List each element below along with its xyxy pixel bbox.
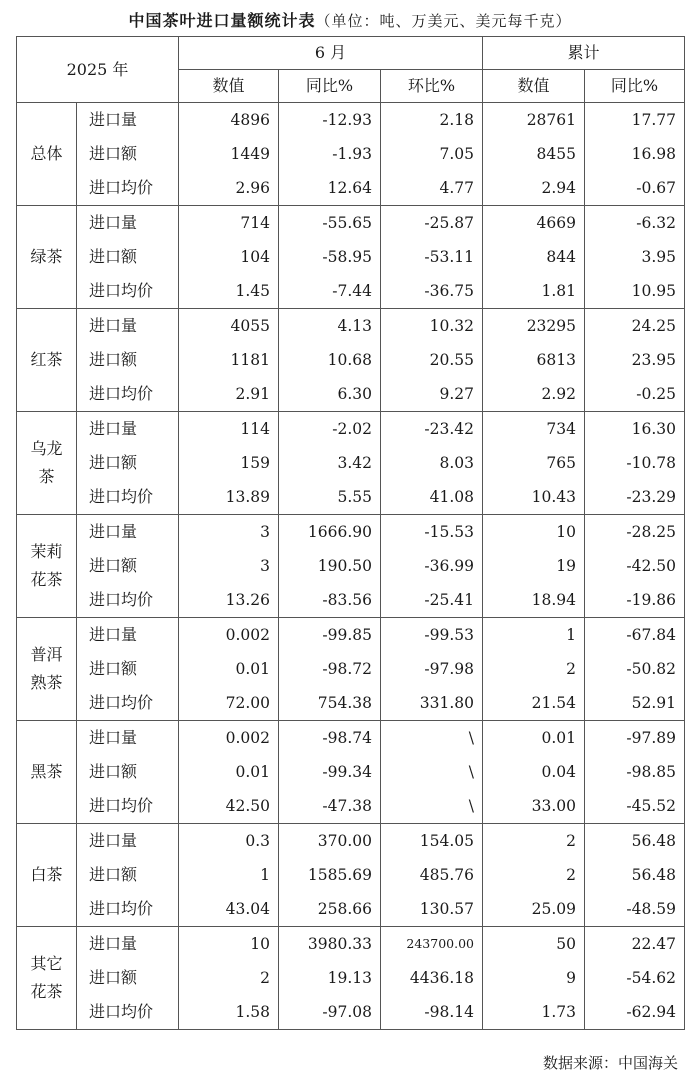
year-header bbox=[17, 37, 179, 103]
tea-import-table bbox=[16, 36, 685, 1030]
cum-value-cell: 33.00 bbox=[483, 789, 585, 824]
year-label: 2025 年 bbox=[66, 59, 129, 79]
item-label: 进口均价 bbox=[77, 171, 179, 206]
cum-yoy-cell: -50.82 bbox=[585, 652, 685, 686]
table-row bbox=[17, 309, 685, 344]
yoy-cell: 190.50 bbox=[279, 549, 381, 583]
cum-value-cell: 19 bbox=[483, 549, 585, 583]
mom-cell: \ bbox=[381, 721, 483, 756]
value-cell: 13.89 bbox=[179, 480, 279, 515]
value-cell: 72.00 bbox=[179, 686, 279, 721]
yoy-cell: 258.66 bbox=[279, 892, 381, 927]
value-cell: 4055 bbox=[179, 309, 279, 344]
item-label: 进口量 bbox=[77, 721, 179, 756]
table-row bbox=[17, 927, 685, 962]
yoy-cell: -98.72 bbox=[279, 652, 381, 686]
table-row bbox=[17, 412, 685, 447]
cum-yoy-cell: 10.95 bbox=[585, 274, 685, 309]
cum-value-cell: 28761 bbox=[483, 103, 585, 138]
mom-cell: -23.42 bbox=[381, 412, 483, 447]
mom-cell: 154.05 bbox=[381, 824, 483, 859]
value-cell: 4896 bbox=[179, 103, 279, 138]
col-value-header: 数值 bbox=[179, 70, 279, 103]
cum-value-cell: 1.81 bbox=[483, 274, 585, 309]
item-label: 进口额 bbox=[77, 961, 179, 995]
data-source: 数据来源：中国海关 bbox=[542, 1054, 678, 1072]
value-cell: 714 bbox=[179, 206, 279, 241]
yoy-cell: -99.34 bbox=[279, 755, 381, 789]
yoy-cell: -83.56 bbox=[279, 583, 381, 618]
item-label: 进口均价 bbox=[77, 480, 179, 515]
item-label: 进口额 bbox=[77, 858, 179, 892]
cum-yoy-cell: -42.50 bbox=[585, 549, 685, 583]
table-row bbox=[17, 377, 685, 412]
cum-value-cell: 1 bbox=[483, 618, 585, 653]
table-row bbox=[17, 721, 685, 756]
cum-yoy-cell: 52.91 bbox=[585, 686, 685, 721]
table-body bbox=[17, 103, 685, 1030]
yoy-cell: -98.74 bbox=[279, 721, 381, 756]
table-row bbox=[17, 995, 685, 1030]
value-cell: 1181 bbox=[179, 343, 279, 377]
cum-yoy-cell: 17.77 bbox=[585, 103, 685, 138]
mom-cell: 41.08 bbox=[381, 480, 483, 515]
mom-cell: -36.99 bbox=[381, 549, 483, 583]
cum-yoy-cell: 3.95 bbox=[585, 240, 685, 274]
cum-yoy-cell: -98.85 bbox=[585, 755, 685, 789]
yoy-cell: -2.02 bbox=[279, 412, 381, 447]
cum-value-cell: 50 bbox=[483, 927, 585, 962]
cum-yoy-cell: -54.62 bbox=[585, 961, 685, 995]
cum-value-cell: 2 bbox=[483, 824, 585, 859]
cum-yoy-cell: -67.84 bbox=[585, 618, 685, 653]
cum-value-cell: 2 bbox=[483, 652, 585, 686]
value-cell: 42.50 bbox=[179, 789, 279, 824]
month-header: 6 月 bbox=[179, 37, 483, 70]
cum-value-cell: 6813 bbox=[483, 343, 585, 377]
cum-yoy-cell: -45.52 bbox=[585, 789, 685, 824]
cumulative-header: 累计 bbox=[483, 37, 685, 70]
value-cell: 2 bbox=[179, 961, 279, 995]
cum-value-cell: 765 bbox=[483, 446, 585, 480]
yoy-cell: -55.65 bbox=[279, 206, 381, 241]
item-label: 进口量 bbox=[77, 412, 179, 447]
item-label: 进口量 bbox=[77, 927, 179, 962]
yoy-cell: 754.38 bbox=[279, 686, 381, 721]
item-label: 进口额 bbox=[77, 137, 179, 171]
cum-yoy-cell: -6.32 bbox=[585, 206, 685, 241]
item-label: 进口均价 bbox=[77, 686, 179, 721]
mom-cell: 4.77 bbox=[381, 171, 483, 206]
cum-value-cell: 9 bbox=[483, 961, 585, 995]
category-label: 其它花茶 bbox=[17, 927, 77, 1030]
cum-value-cell: 2.94 bbox=[483, 171, 585, 206]
yoy-cell: 3.42 bbox=[279, 446, 381, 480]
table-row bbox=[17, 515, 685, 550]
yoy-cell: 1666.90 bbox=[279, 515, 381, 550]
yoy-cell: 19.13 bbox=[279, 961, 381, 995]
cum-value-cell: 21.54 bbox=[483, 686, 585, 721]
mom-cell: 10.32 bbox=[381, 309, 483, 344]
cum-yoy-cell: 16.98 bbox=[585, 137, 685, 171]
table-row bbox=[17, 480, 685, 515]
cum-value-cell: 844 bbox=[483, 240, 585, 274]
item-label: 进口均价 bbox=[77, 583, 179, 618]
table-row bbox=[17, 446, 685, 480]
value-cell: 1 bbox=[179, 858, 279, 892]
mom-cell: 7.05 bbox=[381, 137, 483, 171]
table-row bbox=[17, 343, 685, 377]
cum-value-cell: 23295 bbox=[483, 309, 585, 344]
mom-cell: -97.98 bbox=[381, 652, 483, 686]
item-label: 进口量 bbox=[77, 515, 179, 550]
item-label: 进口额 bbox=[77, 240, 179, 274]
value-cell: 1.58 bbox=[179, 995, 279, 1030]
mom-cell: 9.27 bbox=[381, 377, 483, 412]
cum-value-cell: 25.09 bbox=[483, 892, 585, 927]
table-row bbox=[17, 549, 685, 583]
mom-cell: -36.75 bbox=[381, 274, 483, 309]
item-label: 进口均价 bbox=[77, 995, 179, 1030]
item-label: 进口量 bbox=[77, 206, 179, 241]
mom-cell: 2.18 bbox=[381, 103, 483, 138]
table-row bbox=[17, 583, 685, 618]
item-label: 进口量 bbox=[77, 618, 179, 653]
value-cell: 0.002 bbox=[179, 618, 279, 653]
value-cell: 10 bbox=[179, 927, 279, 962]
cum-yoy-cell: -10.78 bbox=[585, 446, 685, 480]
cum-yoy-cell: 22.47 bbox=[585, 927, 685, 962]
table-row bbox=[17, 686, 685, 721]
value-cell: 0.01 bbox=[179, 755, 279, 789]
yoy-cell: 370.00 bbox=[279, 824, 381, 859]
cum-yoy-cell: -97.89 bbox=[585, 721, 685, 756]
cum-yoy-cell: -23.29 bbox=[585, 480, 685, 515]
value-cell: 159 bbox=[179, 446, 279, 480]
cum-value-cell: 4669 bbox=[483, 206, 585, 241]
col-cum-value-header: 数值 bbox=[483, 70, 585, 103]
yoy-cell: 12.64 bbox=[279, 171, 381, 206]
mom-cell: \ bbox=[381, 789, 483, 824]
cum-yoy-cell: -48.59 bbox=[585, 892, 685, 927]
mom-cell: 8.03 bbox=[381, 446, 483, 480]
cum-yoy-cell: -62.94 bbox=[585, 995, 685, 1030]
table-row bbox=[17, 137, 685, 171]
item-label: 进口额 bbox=[77, 549, 179, 583]
cum-value-cell: 8455 bbox=[483, 137, 585, 171]
value-cell: 0.3 bbox=[179, 824, 279, 859]
yoy-cell: -1.93 bbox=[279, 137, 381, 171]
table-row bbox=[17, 789, 685, 824]
mom-cell: \ bbox=[381, 755, 483, 789]
value-cell: 114 bbox=[179, 412, 279, 447]
mom-cell: 485.76 bbox=[381, 858, 483, 892]
yoy-cell: 10.68 bbox=[279, 343, 381, 377]
category-label: 总体 bbox=[17, 103, 77, 206]
cum-value-cell: 10.43 bbox=[483, 480, 585, 515]
value-cell: 0.01 bbox=[179, 652, 279, 686]
table-row bbox=[17, 824, 685, 859]
yoy-cell: 3980.33 bbox=[279, 927, 381, 962]
mom-cell: 243700.00 bbox=[381, 927, 483, 962]
title-text: 中国茶叶进口量额统计表 bbox=[128, 11, 316, 30]
cum-value-cell: 734 bbox=[483, 412, 585, 447]
table-row bbox=[17, 274, 685, 309]
value-cell: 2.96 bbox=[179, 171, 279, 206]
value-cell: 2.91 bbox=[179, 377, 279, 412]
table-row bbox=[17, 171, 685, 206]
table-row bbox=[17, 618, 685, 653]
cum-yoy-cell: 23.95 bbox=[585, 343, 685, 377]
item-label: 进口均价 bbox=[77, 789, 179, 824]
table-row bbox=[17, 652, 685, 686]
item-label: 进口均价 bbox=[77, 274, 179, 309]
item-label: 进口额 bbox=[77, 652, 179, 686]
table-row bbox=[17, 206, 685, 241]
cum-yoy-cell: 24.25 bbox=[585, 309, 685, 344]
cum-yoy-cell: -28.25 bbox=[585, 515, 685, 550]
mom-cell: -53.11 bbox=[381, 240, 483, 274]
cum-yoy-cell: 56.48 bbox=[585, 824, 685, 859]
yoy-cell: -7.44 bbox=[279, 274, 381, 309]
mom-cell: -99.53 bbox=[381, 618, 483, 653]
cum-value-cell: 18.94 bbox=[483, 583, 585, 618]
table-row bbox=[17, 961, 685, 995]
yoy-cell: -99.85 bbox=[279, 618, 381, 653]
cum-yoy-cell: -0.67 bbox=[585, 171, 685, 206]
category-label: 黑茶 bbox=[17, 721, 77, 824]
cum-yoy-cell: -0.25 bbox=[585, 377, 685, 412]
yoy-cell: 5.55 bbox=[279, 480, 381, 515]
cum-value-cell: 2 bbox=[483, 858, 585, 892]
table-row bbox=[17, 755, 685, 789]
item-label: 进口均价 bbox=[77, 892, 179, 927]
category-label: 红茶 bbox=[17, 309, 77, 412]
cum-value-cell: 0.04 bbox=[483, 755, 585, 789]
value-cell: 0.002 bbox=[179, 721, 279, 756]
table-title bbox=[0, 8, 700, 31]
mom-cell: -98.14 bbox=[381, 995, 483, 1030]
col-cum-yoy-header: 同比% bbox=[585, 70, 685, 103]
unit-note: （单位：吨、万美元、美元每千克） bbox=[315, 12, 572, 30]
col-yoy-header: 同比% bbox=[279, 70, 381, 103]
category-label: 绿茶 bbox=[17, 206, 77, 309]
cum-value-cell: 1.73 bbox=[483, 995, 585, 1030]
item-label: 进口均价 bbox=[77, 377, 179, 412]
value-cell: 13.26 bbox=[179, 583, 279, 618]
cum-value-cell: 2.92 bbox=[483, 377, 585, 412]
value-cell: 1449 bbox=[179, 137, 279, 171]
mom-cell: -25.87 bbox=[381, 206, 483, 241]
value-cell: 3 bbox=[179, 515, 279, 550]
mom-cell: -25.41 bbox=[381, 583, 483, 618]
cum-yoy-cell: -19.86 bbox=[585, 583, 685, 618]
value-cell: 3 bbox=[179, 549, 279, 583]
cum-value-cell: 10 bbox=[483, 515, 585, 550]
cum-yoy-cell: 16.30 bbox=[585, 412, 685, 447]
value-cell: 1.45 bbox=[179, 274, 279, 309]
value-cell: 43.04 bbox=[179, 892, 279, 927]
table-row bbox=[17, 103, 685, 138]
yoy-cell: -97.08 bbox=[279, 995, 381, 1030]
category-label: 普洱熟茶 bbox=[17, 618, 77, 721]
mom-cell: 331.80 bbox=[381, 686, 483, 721]
table-row bbox=[17, 240, 685, 274]
category-label: 乌龙茶 bbox=[17, 412, 77, 515]
value-cell: 104 bbox=[179, 240, 279, 274]
cum-yoy-cell: 56.48 bbox=[585, 858, 685, 892]
yoy-cell: 4.13 bbox=[279, 309, 381, 344]
yoy-cell: 6.30 bbox=[279, 377, 381, 412]
category-label: 白茶 bbox=[17, 824, 77, 927]
table-row bbox=[17, 892, 685, 927]
yoy-cell: -12.93 bbox=[279, 103, 381, 138]
item-label: 进口量 bbox=[77, 309, 179, 344]
mom-cell: 4436.18 bbox=[381, 961, 483, 995]
yoy-cell: -47.38 bbox=[279, 789, 381, 824]
item-label: 进口量 bbox=[77, 824, 179, 859]
item-label: 进口额 bbox=[77, 755, 179, 789]
mom-cell: -15.53 bbox=[381, 515, 483, 550]
mom-cell: 20.55 bbox=[381, 343, 483, 377]
cum-value-cell: 0.01 bbox=[483, 721, 585, 756]
item-label: 进口额 bbox=[77, 446, 179, 480]
category-label: 茉莉花茶 bbox=[17, 515, 77, 618]
yoy-cell: -58.95 bbox=[279, 240, 381, 274]
item-label: 进口量 bbox=[77, 103, 179, 138]
yoy-cell: 1585.69 bbox=[279, 858, 381, 892]
item-label: 进口额 bbox=[77, 343, 179, 377]
mom-cell: 130.57 bbox=[381, 892, 483, 927]
table-row bbox=[17, 858, 685, 892]
col-mom-header: 环比% bbox=[381, 70, 483, 103]
